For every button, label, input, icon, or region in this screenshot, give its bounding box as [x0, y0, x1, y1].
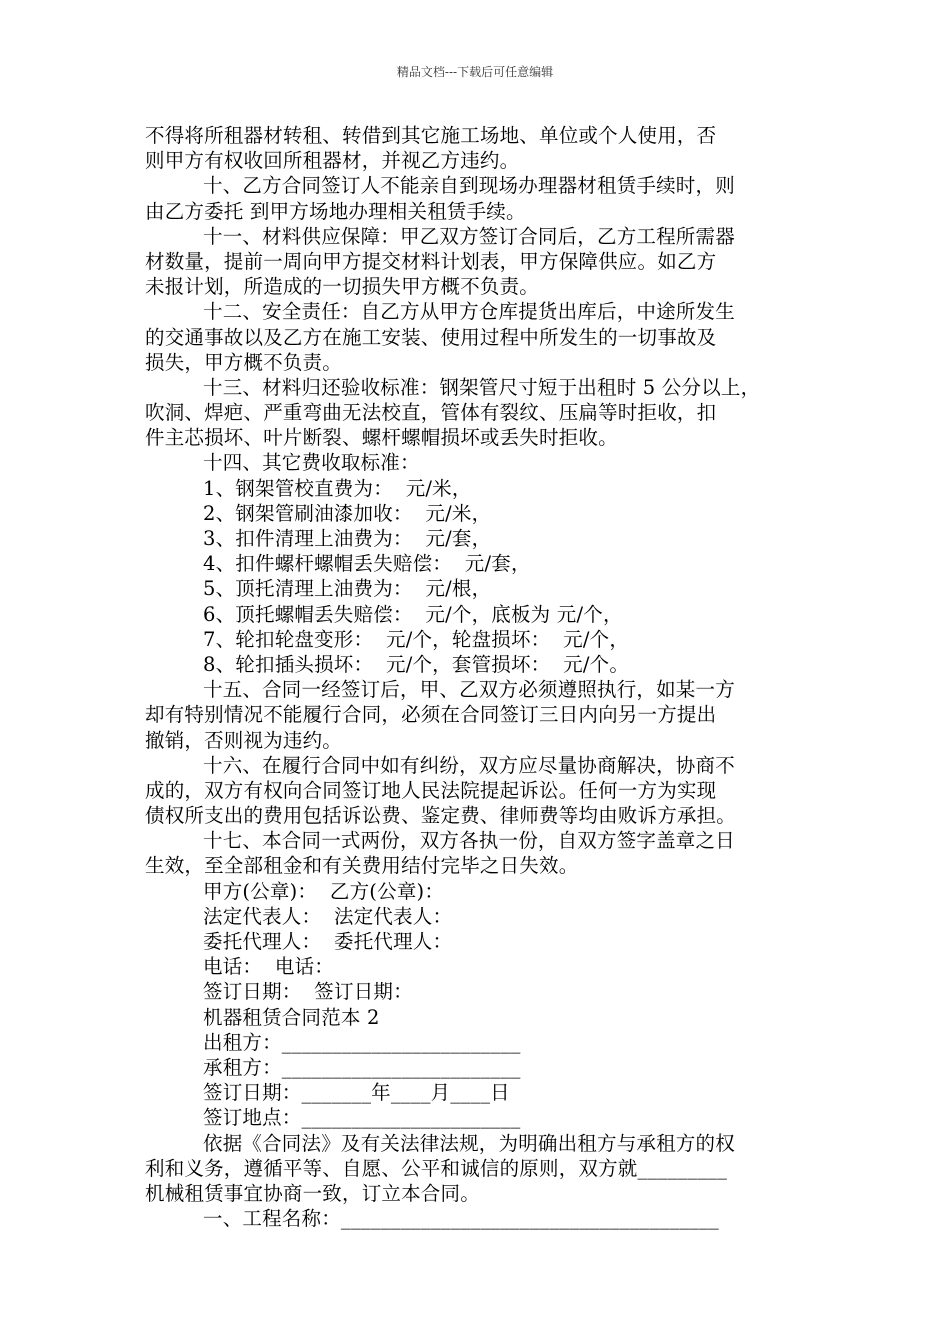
- paragraph-line: 十一、材料供应保障：甲乙双方签订合同后，乙方工程所需器: [203, 224, 735, 248]
- paragraph-line: 5、顶托清理上油费为： 元/根，: [203, 577, 492, 601]
- paragraph-line: 签订日期： 签订日期：: [203, 980, 413, 1004]
- document-body: [145, 123, 815, 1231]
- paragraph-line: 机器租赁合同范本 2: [203, 1005, 380, 1029]
- paragraph-line: 的交通事故以及乙方在施工安装、使用过程中所发生的一切事故及: [145, 325, 717, 349]
- paragraph-line: 机械租赁事宜协商一致，订立本合同。: [145, 1181, 480, 1205]
- paragraph-line: 十六、在履行合同中如有纠纷，双方应尽量协商解决，协商不: [203, 753, 735, 777]
- paragraph-line: 2、钢架管刷油漆加收： 元/米，: [203, 501, 492, 525]
- paragraph-line: 成的，双方有权向合同签订地人民法院提起诉讼。任何一方为实现: [145, 778, 717, 802]
- paragraph-line: 十二、安全责任：自乙方从甲方仓库提货出库后，中途所发生: [203, 300, 735, 324]
- paragraph-line: 十七、本合同一式两份，双方各执一份，自双方签字盖章之日: [203, 829, 735, 853]
- paragraph-line: 签订地点：______________________: [203, 1106, 521, 1130]
- paragraph-line: 6、顶托螺帽丢失赔偿： 元/个，底板为 元/个，: [203, 602, 623, 626]
- paragraph-line: 出租方：________________________: [203, 1030, 521, 1054]
- page-header: 精品文档---下载后可任意编辑: [396, 65, 554, 79]
- paragraph-line: 签订日期：_______年____月____日: [203, 1081, 510, 1105]
- paragraph-line: 委托代理人： 委托代理人：: [203, 930, 453, 953]
- paragraph-line: 损失，甲方概不负责。: [145, 350, 343, 374]
- paragraph-line: 却有特别情况不能履行合同，必须在合同签订三日内向另一方提出: [145, 703, 717, 727]
- paragraph-line: 十四、其它费收取标准：: [203, 451, 420, 475]
- paragraph-line: 材数量，提前一周向甲方提交材料计划表，甲方保障供应。如乙方: [145, 249, 717, 273]
- paragraph-line: 十、乙方合同签订人不能亲自到现场办理器材租赁手续时，则: [203, 174, 735, 198]
- paragraph-line: 十五、合同一经签订后，甲、乙双方必须遵照执行，如某一方: [203, 678, 735, 702]
- paragraph-line: 未报计划，所造成的一切损失甲方概不负责。: [145, 275, 540, 299]
- paragraph-line: 利和义务，遵循平等、自愿、公平和诚信的原则，双方就_________: [145, 1156, 728, 1180]
- paragraph-line: 吹洞、焊疤、严重弯曲无法校直，管体有裂纹、压扁等时拒收，扣: [145, 401, 717, 425]
- paragraph-line: 依据《合同法》及有关法律法规，为明确出租方与承租方的权: [203, 1131, 735, 1155]
- paragraph-line: 债权所支出的费用包括诉讼费、鉴定费、律师费等均由败诉方承担。: [145, 804, 737, 828]
- paragraph-line: 由乙方委托 到甲方场地办理相关租赁手续。: [145, 199, 526, 223]
- paragraph-line: 承租方：________________________: [203, 1055, 521, 1079]
- paragraph-line: 1、钢架管校直费为： 元/米，: [203, 476, 472, 500]
- paragraph-line: 3、扣件清理上油费为： 元/套，: [203, 527, 492, 550]
- paragraph-line: 法定代表人： 法定代表人：: [203, 904, 453, 928]
- paragraph-line: 则甲方有权收回所租器材，并视乙方违约。: [145, 149, 520, 173]
- paragraph-line: 电话： 电话：: [203, 955, 334, 979]
- paragraph-line: 件主芯损坏、叶片断裂、螺杆螺帽损坏或丢失时拒收。: [145, 426, 618, 450]
- paragraph-line: 甲方(公章)： 乙方(公章)：: [203, 879, 445, 903]
- paragraph-line: 7、轮扣轮盘变形： 元/个，轮盘损坏： 元/个，: [203, 627, 630, 651]
- paragraph-line: 8、轮扣插头损坏： 元/个，套管损坏： 元/个。: [203, 652, 630, 676]
- paragraph-line: 生效，至全部租金和有关费用结付完毕之日失效。: [145, 854, 579, 878]
- paragraph-line: 一、工程名称：______________________________________: [203, 1207, 719, 1231]
- paragraph-line: 不得将所租器材转租、转借到其它施工场地、单位或个人使用，否: [145, 124, 717, 147]
- paragraph-line: 十三、材料归还验收标准：钢架管尺寸短于出租时 5 公分以上，: [203, 375, 761, 399]
- paragraph-line: 4、扣件螺杆螺帽丢失赔偿： 元/套，: [203, 552, 531, 576]
- paragraph-line: 撤销，否则视为违约。: [145, 728, 343, 752]
